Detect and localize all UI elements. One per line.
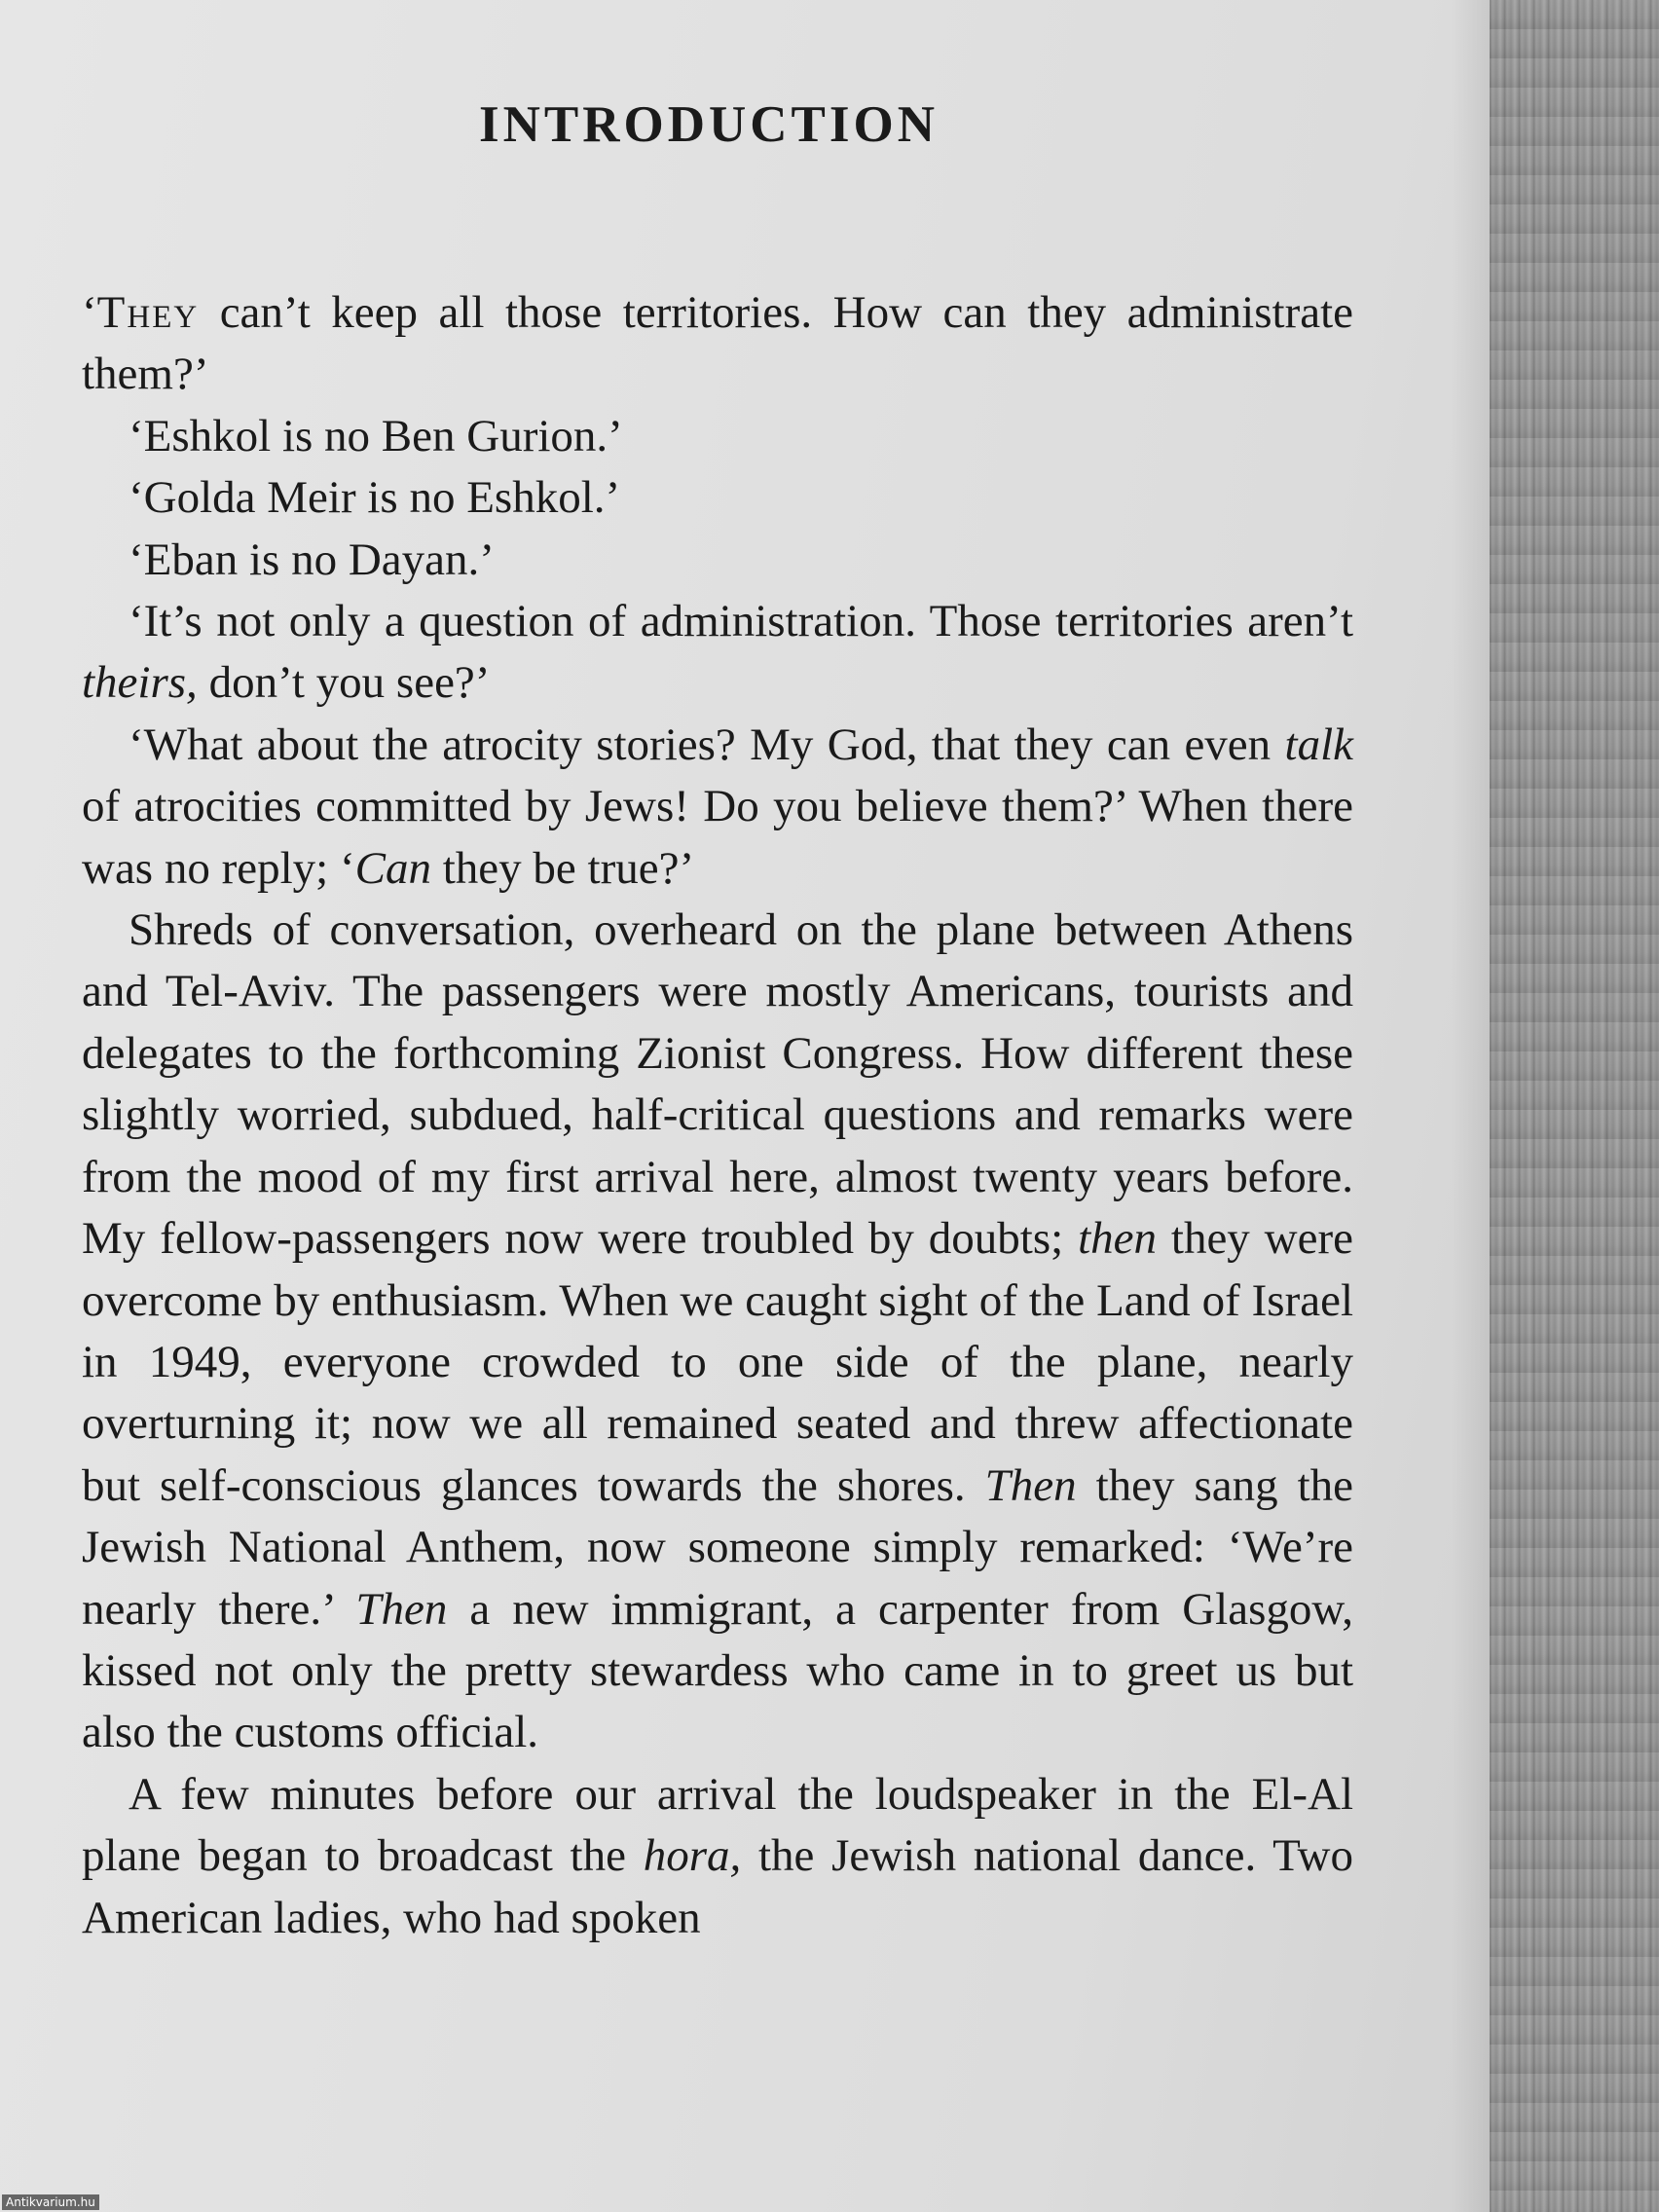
paragraph-5 (82, 591, 1353, 715)
paragraph-6-italic-1: talk (1284, 719, 1353, 770)
body-text (82, 282, 1353, 1949)
paragraph-6-part-3: they be true?’ (430, 842, 695, 894)
paragraph-7-italic-3: Then (355, 1583, 448, 1635)
page-stack-edge (1490, 0, 1659, 2212)
paragraph-6-part-1: ‘What about the atrocity stories? My God, that they can even (129, 719, 1285, 770)
paragraph-8-part-1: A few minutes before our arrival the loudspeaker in the El-Al plane began to broadcast the (82, 1768, 1353, 1882)
paragraph-4: ‘Eban is no Dayan.’ (129, 534, 495, 585)
paragraph-7-part-2: they were overcome by enthusiasm. When we caught sight of the Land of Israel in 1949, everyone crowded to one side of the plane, nearly overturning it; now we all remained seated and threw affectionate but self-conscious glances towards the shores. (82, 1213, 1353, 1511)
paragraph-6 (82, 715, 1353, 900)
paragraph-7-part-3: they sang the Jewish National Anthem, now someone simply remarked: ‘We’re nearly there.’ (82, 1459, 1353, 1635)
paragraph-6-part-2: of atrocities committed by Jews! Do you believe them?’ When there was no reply; ‘ (82, 781, 1353, 894)
paragraph-7-italic-1: then (1078, 1213, 1157, 1265)
paragraph-7 (82, 900, 1353, 1764)
paragraph-8 (82, 1764, 1353, 1949)
paragraph-1: ‘They can’t keep all those territories. How can they administrate them?’ (82, 287, 1353, 400)
paragraph-6-italic-2: Can (354, 842, 431, 894)
paragraph-2: ‘Eshkol is no Ben Gurion.’ (129, 410, 623, 461)
watermark: Antikvarium.hu (2, 2194, 99, 2210)
paragraph-7-italic-2: Then (984, 1459, 1077, 1511)
paragraph-1-lead: They (96, 287, 200, 338)
paragraph-3: ‘Golda Meir is no Eshkol.’ (129, 472, 621, 524)
chapter-heading: INTRODUCTION (478, 96, 940, 153)
paragraph-8-part-2: the Jewish national dance. Two American ladies, who had spoken (82, 1830, 1353, 1943)
paragraph-5-part-1: ‘It’s not only a question of administration. Those territories aren’t (129, 596, 1353, 647)
paragraph-8-italic-1: hora, (643, 1830, 742, 1882)
paragraph-7-part-1: Shreds of conversation, overheard on the plane between Athens and Tel-Aviv. The passengers were mostly Americans, tourists and delegates to the forthcoming Zionist Congress. How different these slightly worried, subdued, half-critical questions and remarks were from the mood of my first arrival here, almost twenty years before. My fellow-passengers now were troubled by doubts; (82, 904, 1353, 1265)
paragraph-7-part-4: a new immigrant, a carpenter from Glasgow, kissed not only the pretty stewardess who came in to greet us but also the customs official. (82, 1583, 1353, 1758)
paragraph-5-italic-1: theirs, (82, 657, 198, 709)
paragraph-5-part-2: don’t you see?’ (197, 657, 491, 709)
paragraph-1-text: can’t keep all those territories. How can they administrate them?’ (82, 287, 1353, 400)
